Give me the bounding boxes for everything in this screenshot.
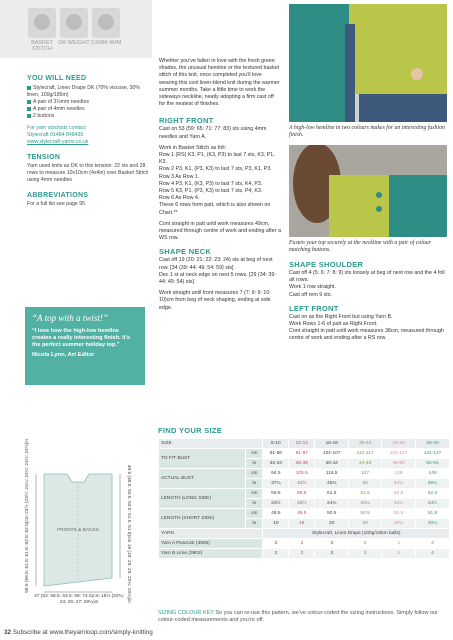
table-cell: 122-127	[382, 449, 416, 459]
photo-hemline	[289, 4, 447, 122]
table-row	[159, 529, 450, 539]
unit-cell: cm	[246, 489, 263, 499]
shape-shoulder-text: Cast off 4 (5: 6: 7: 8: 9) sts loosely at beg of next row and the 4 foll alt rows.	[289, 270, 445, 284]
table-cell: 81-86	[263, 449, 289, 459]
shape-neck-text: Cast off 19 (20: 21: 22: 23: 24) sts at beg of next row. [34 (39: 44: 49: 54: 59) sts]	[159, 257, 273, 271]
size-table	[158, 438, 450, 559]
shape-shoulder-heading: SHAPE SHOULDER	[289, 260, 364, 269]
pattern-row: Row 4 P3, K1, (K3, P3) to last 7 sts, K4, P3.	[159, 180, 263, 187]
table-cell: 20	[315, 519, 349, 529]
table-cell: 149	[416, 469, 450, 479]
shape-neck-heading: SHAPE NECK	[159, 247, 212, 257]
unit-cell: cm	[246, 449, 263, 459]
table-cell: 40-42	[315, 459, 349, 469]
left-front-heading: LEFT FRONT	[289, 303, 339, 313]
abbreviations-heading: ABBREVIATIONS	[27, 192, 89, 199]
table-cell: 112-117	[349, 449, 382, 459]
unit-cell: in	[246, 479, 263, 489]
stitch-intro: Work in Basket Stitch as foll:	[159, 144, 227, 151]
find-your-size-heading: FIND YOUR SIZE	[158, 426, 223, 435]
schematic-bottom-measure: 47 (53: 58.5: 63.5: 69: 74.5)cm 18½ (20¾: 23: 25: 27: 29¼)in	[34, 594, 124, 605]
shape-shoulder-text: Work 1 row straight.	[289, 284, 336, 291]
table-cell: 23½	[289, 499, 315, 509]
page-number: 32	[4, 629, 12, 636]
table-cell: 102-107	[315, 449, 349, 459]
page-footer	[0, 629, 453, 636]
unit-cell: cm	[246, 509, 263, 519]
unit-cell: in	[246, 499, 263, 509]
hemline-photo-image	[289, 4, 447, 122]
size-cell: 28-30	[416, 439, 450, 449]
table-cell: 36-38	[289, 459, 315, 469]
table-cell: 32-34	[263, 459, 289, 469]
table-cell: 4	[382, 539, 416, 549]
table-cell: 24½	[416, 499, 450, 509]
table-cell: 4	[416, 549, 450, 559]
bullet-icon	[27, 114, 31, 118]
photo-caption-buttons: Fasten your top securely at the neckline with a pair of colour matching buttons.	[289, 240, 431, 253]
schematic-left-measure: 59.5 (59.5: 61.5: 61.5: 62.5: 62.5)cm 23½ (23½: 24¼: 24¼: 24½: 24½)in	[25, 438, 31, 593]
table-row	[159, 439, 450, 449]
table-cell: 127	[349, 469, 382, 479]
table-cell: 24¼	[349, 499, 382, 509]
right-column	[289, 4, 449, 343]
table-cell: 132-137	[416, 449, 450, 459]
left-front-text: Cast on as the Right Front but using Yarn B.	[289, 313, 393, 320]
table-cell: 50.5	[349, 509, 382, 519]
table-cell: 54¼	[382, 479, 416, 489]
buttons-photo-image	[289, 145, 447, 237]
table-cell: 20¼	[382, 519, 416, 529]
table-cell: 44-46	[349, 459, 382, 469]
basket-stitch-icon	[28, 8, 56, 38]
table-cell: 24½	[382, 499, 416, 509]
shape-neck-text: Dec 1 st at neck edge on next 5 rows. [29 (34: 39: 44: 49: 54) sts]	[159, 271, 276, 286]
table-cell: 48.5	[263, 509, 289, 519]
quote-author: Nicola Lynn, Art Editor	[32, 351, 95, 358]
table-cell: 61.5	[349, 489, 382, 499]
pattern-row: Row 5 K3, P1, (P3, K3) to last 7 sts, P4, K3.	[159, 188, 263, 195]
unit-cell: in	[246, 519, 263, 529]
bullet-icon	[27, 100, 31, 104]
needle-size-icon	[92, 8, 120, 38]
table-cell: 52-54	[416, 459, 450, 469]
table-cell: 24¼	[315, 499, 349, 509]
table-cell: 50	[349, 479, 382, 489]
table-row	[159, 539, 450, 549]
table-cell: 37¼	[263, 479, 289, 489]
you-will-need-heading: YOU WILL NEED	[27, 75, 87, 82]
table-row	[159, 469, 450, 479]
quote-box	[25, 307, 145, 385]
row-label: LENGTH (SHORT SIDE)	[159, 509, 246, 529]
pattern-note: These 6 rows form patt, which is also shown on Chart.**	[159, 202, 271, 216]
yarn-a-label: Yarn A Peacock (3905)	[159, 539, 263, 549]
unit-cell: cm	[246, 469, 263, 479]
table-cell: 3	[289, 539, 315, 549]
yarn-label: YARN	[159, 529, 263, 539]
you-will-need-section	[27, 75, 149, 208]
tension-heading: TENSION	[27, 154, 61, 161]
table-cell: 3	[289, 549, 315, 559]
table-cell: 48.5	[289, 509, 315, 519]
quote-title: “A top with a twist!”	[32, 313, 108, 323]
table-cell: 116.5	[315, 469, 349, 479]
left-front-text: Cont straight in patt until work measures 38cm, measured through centre of work and ending after a RS row.	[289, 328, 444, 342]
table-row	[159, 449, 450, 459]
size-cell: 24-26	[382, 439, 416, 449]
intro-text: Whether you’ve fallen in love with the fresh green shades, the unusual hemline or the textured basket stitch of this knit, once completed you’ll love wearing this cool linen-blend knit during the warmer summer months. Take a little time to work the sideways neckline, neatly adopting a firm cast off for the neatest of finishes.	[159, 58, 280, 108]
need-item: 2 buttons	[27, 113, 149, 120]
table-cell: 4	[416, 539, 450, 549]
middle-column	[159, 58, 281, 312]
pattern-row: Row 3 As Row 1.	[159, 173, 200, 180]
shape-neck-text: Work straight until front measures 7 (7: 9: 9: 10: 10)cm from beg of neck shaping, ending at side edge.	[159, 290, 271, 311]
tension-text: Yarn used knits as DK to this tension: 22 sts and 28 rows to measure 10x10cm (4x4in) over Basket Stitch using 4mm needles	[27, 163, 149, 183]
icon-strip	[0, 0, 152, 58]
stockists-link[interactable]: www.stylecraft-yarns.co.uk	[27, 139, 89, 145]
unit-cell: in	[246, 459, 263, 469]
garment-schematic	[22, 438, 134, 608]
table-cell: 91-97	[289, 449, 315, 459]
table-cell: 50.5	[315, 509, 349, 519]
table-cell: 51.5	[416, 509, 450, 519]
size-cell: 12-14	[289, 439, 315, 449]
table-cell: 59.5	[263, 489, 289, 499]
dk-weight-icon	[60, 8, 88, 38]
table-cell: 20¼	[416, 519, 450, 529]
abbreviations-text: For a full list see page 95	[27, 201, 85, 207]
table-row	[159, 509, 450, 519]
table-cell: 23½	[263, 499, 289, 509]
table-cell: 2	[263, 539, 289, 549]
size-cell: 16-18	[315, 439, 349, 449]
pattern-row: Row 2 P3, K1, (P3, K3) to last 7 sts, P3, K1, P3.	[159, 166, 272, 173]
row-label: LENGTH (LONG SIDE)	[159, 489, 246, 509]
table-cell: 51.5	[382, 509, 416, 519]
table-cell: 138	[382, 469, 416, 479]
yarn-value: Stylecraft, Linen Drape (100g/185m balls)	[263, 529, 450, 539]
table-cell: 19	[263, 519, 289, 529]
table-cell: 59.5	[289, 489, 315, 499]
right-front-heading: RIGHT FRONT	[159, 116, 214, 126]
colour-key-note	[158, 610, 450, 624]
bullet-icon	[27, 107, 31, 111]
table-cell: 3	[349, 549, 382, 559]
schematic-label: FRONTS & BACKS	[57, 528, 99, 533]
size-cell: 20-22	[349, 439, 382, 449]
icon-label-dk: DK WEIGHT	[58, 40, 90, 46]
colour-key-label: SIZING COLOUR KEY	[158, 610, 214, 616]
right-front-cont: Cont straight in patt until work measures 49cm, measured through centre of work and ending after a WS row.	[159, 220, 281, 242]
need-item: A pair of 3½mm needles	[27, 99, 149, 106]
table-cell: 2	[263, 549, 289, 559]
yarn-b-label: Yarn B Lime (3902)	[159, 549, 263, 559]
size-cell: 8-10	[263, 439, 289, 449]
pattern-row: Row 6 As Row 4.	[159, 195, 200, 202]
photo-caption-hemline: A high-low hemline in two colours makes for an interesting fashion finish.	[289, 125, 445, 138]
schematic-right-measure: 48.5 (48.5: 50.5: 50.5: 51.5: 51.5)cm 19 (19: 20: 20: 20¼: 20¼)in	[125, 464, 131, 603]
photo-buttons	[289, 145, 447, 237]
table-cell: 62.5	[382, 489, 416, 499]
left-front-text: Work Rows 1-6 of patt as Right Front.	[289, 321, 378, 328]
table-cell: 41½	[289, 479, 315, 489]
left-column	[0, 0, 152, 640]
subscribe-link[interactable]: Subscribe at www.theyarnloop.com/simply-knitting	[12, 629, 153, 636]
colour-key-text: So you can re-use this pattern, we’ve colour-coded the sizing instructions. Simply follow our colour-coded measurements and you’re off.	[158, 610, 438, 623]
right-front-cast-on: Cast on 53 (59: 65: 71: 77: 83) sts using 4mm needles and Yarn A.	[159, 126, 267, 140]
schematic-drawing	[22, 438, 134, 608]
row-label: TO FIT BUST	[159, 449, 246, 469]
table-cell: 3	[315, 549, 349, 559]
shape-shoulder-text: Cast off rem 9 sts.	[289, 291, 332, 298]
table-cell: 58¾	[416, 479, 450, 489]
icon-label-needles: 3.5MM 4MM	[90, 40, 122, 46]
table-cell: 3	[315, 539, 349, 549]
table-cell: 61.5	[315, 489, 349, 499]
quote-text: “I love how the high-low hemline creates a really interesting finish. It’s the perfect summer holiday top.”	[32, 328, 131, 349]
table-row	[159, 549, 450, 559]
icon-label-basket: BASKET STITCH	[31, 40, 53, 52]
size-label: SIZE	[159, 439, 263, 449]
row-label: ACTUAL BUST	[159, 469, 246, 489]
table-cell: 48-50	[382, 459, 416, 469]
table-cell: 105.5	[289, 469, 315, 479]
table-cell: 94.5	[263, 469, 289, 479]
stockists-line: For yarn stockists contact	[27, 125, 86, 131]
table-cell: 19	[289, 519, 315, 529]
need-item: Stylecraft, Linen Drape DK (70% viscose, 30% linen, 100g/185m)	[27, 85, 140, 98]
bullet-icon	[27, 86, 31, 90]
table-cell: 45¾	[315, 479, 349, 489]
table-cell: 20	[349, 519, 382, 529]
table-cell: 62.5	[416, 489, 450, 499]
stockists-phone[interactable]: Stylecraft 01484 848435	[27, 132, 84, 138]
table-cell: 3	[349, 539, 382, 549]
pattern-row: Row 1 (RS) K3, P1, (K3, P3) to last 7 sts, K3, P1, K3.	[159, 152, 275, 166]
need-item: A pair of 4mm needles	[27, 106, 149, 113]
table-row	[159, 489, 450, 499]
table-cell: 4	[382, 549, 416, 559]
